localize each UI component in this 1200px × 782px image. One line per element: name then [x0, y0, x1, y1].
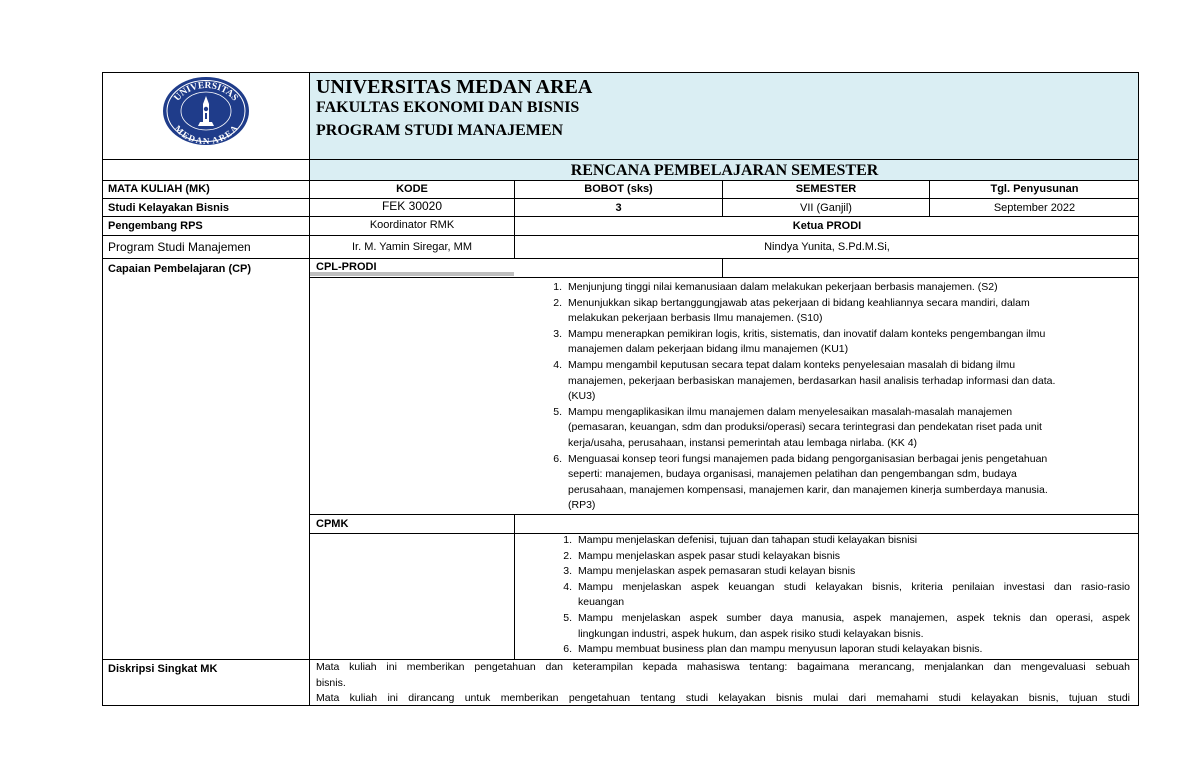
cpl-item [553, 296, 1128, 327]
item-number: 2. [563, 549, 572, 562]
mk-value: Studi Kelayakan Bisnis [108, 202, 230, 214]
cpmk-item [563, 549, 1130, 565]
item-line: Mampu menjelaskan aspek pasar studi kelayakan bisnis [578, 549, 841, 562]
cpl-item [553, 358, 1128, 405]
item-number: 5. [563, 611, 572, 624]
cpl-item [553, 280, 1128, 296]
item-line: Menjunjung tinggi nilai kemanusiaan dalam melakukan pekerjaan berbasis manajemen. (S2) [568, 281, 998, 293]
item-line: (pemasaran, keuangan, sdm dan produksi/operasi) secara terintegrasi dan pendekatan riset pada unit [568, 421, 1042, 434]
item-line: melakukan pekerjaan berbasis Ilmu manajemen. (S10) [568, 312, 823, 325]
cpmk-item [563, 642, 1130, 658]
kode-header: KODE [396, 183, 428, 195]
tgl-header: Tgl. Penyusunan [990, 183, 1079, 195]
pengembang-value: Program Studi Manajemen [108, 240, 251, 254]
cpmk-item [563, 580, 1130, 611]
item-line: kerja/usaha, perusahaan, instansi pemerintah atau lembaga nirlaba. (KK 4) [568, 436, 918, 449]
pengembang-rps-label: Pengembang RPS [108, 220, 203, 232]
item-line: seperti: manajemen, budaya organisasi, manajemen pelatihan dan pengembangan sdm, budaya [568, 468, 1017, 481]
item-line: (KU3) [568, 390, 596, 403]
ketua-value: Nindya Yunita, S.Pd.M.Si, [764, 241, 890, 253]
deskripsi-line: Mata kuliah ini dirancang untuk memberikan pengetahuan tentang studi kelayakan bisnis mulai dari memahami studi kelayakan bisnis, tujuan studi [316, 692, 1130, 705]
cp-label: Capaian Pembelajaran (CP) [108, 263, 252, 275]
item-number: 1. [563, 534, 572, 546]
item-line: lingkungan industri, aspek hukum, dan aspek risiko studi kelayakan bisnis. [578, 627, 924, 640]
item-line: Mampu menerapkan pemikiran logis, kritis, sistematis, dan inovatif dalam konteks pengembangan ilmu [568, 327, 1046, 340]
cpmk-item [563, 533, 1130, 549]
koordinator-value: Ir. M. Yamin Siregar, MM [351, 241, 472, 253]
deskripsi-text [316, 660, 1130, 707]
cpl-item [553, 327, 1128, 358]
logo-text-bottom: MEDAN AREA [172, 123, 240, 146]
item-line: Mampu membuat business plan dan mampu menyusun laporan studi kelayakan bisnis. [578, 643, 983, 656]
item-line: Mampu menjelaskan aspek pemasaran studi kelayan bisnis [578, 565, 856, 578]
cpmk-item [563, 611, 1130, 642]
cpl-item [553, 405, 1128, 452]
item-line: perusahaan, manajemen kompensasi, manajemen karir, dan manajemen kinerja sumberdaya manusia. [568, 483, 1048, 496]
bobot-header: BOBOT (sks) [584, 183, 653, 195]
koordinator-label: Koordinator RMK [369, 219, 455, 231]
deskripsi-line: Mata kuliah ini memberikan pengetahuan dan keterampilan kepada mahasiswa tentang: bagaimana merancang, menjalankan dan mengevaluasi sebuah [316, 661, 1130, 673]
faculty-name: FAKULTAS EKONOMI DAN BISNIS [316, 99, 580, 116]
cpl-prodi-label: CPL-PRODI [316, 261, 377, 273]
deskripsi-line: bisnis. [316, 676, 346, 689]
item-line: keuangan [578, 596, 625, 609]
item-line: Mampu menjelaskan aspek sumber daya manusia, aspek manajemen, aspek teknis dan operasi, aspek [578, 611, 1130, 624]
item-number: 6. [553, 452, 562, 465]
cpmk-item [563, 564, 1130, 580]
item-number: 3. [563, 565, 572, 578]
item-line: Mampu menjelaskan aspek keuangan studi kelayakan bisnis, kriteria penilaian investasi dan rasio-rasio [578, 580, 1130, 593]
item-line: Menguasai konsep teori fungsi manajemen pada bidang pengorganisasian berbagai jenis pengetahuan [568, 452, 1048, 465]
bobot-value: 3 [615, 202, 622, 214]
semester-header: SEMESTER [795, 183, 857, 195]
item-number: 3. [553, 327, 562, 340]
item-line: Mampu mengaplikasikan ilmu manajemen dalam menyelesaikan masalah-masalah manajemen [568, 405, 1013, 418]
item-line: manajemen, pekerjaan berbasiskan manajemen, berdasarkan hasil analisis terhadap informasi dan data. [568, 374, 1056, 387]
cpmk-list [563, 533, 1130, 658]
item-line: (RP3) [568, 499, 596, 512]
cpmk-label: CPMK [316, 518, 349, 530]
item-number: 2. [553, 296, 562, 309]
university-logo [162, 76, 250, 146]
item-number: 4. [563, 580, 572, 593]
logo-text-top: UNIVERSITAS [172, 80, 240, 104]
item-line: Mampu menjelaskan defenisi, tujuan dan tahapan studi kelayakan bisnisi [578, 534, 918, 546]
item-line: Mampu mengambil keputusan secara tepat dalam konteks penyelesaian masalah di bidang ilmu [568, 358, 1016, 371]
mk-header: MATA KULIAH (MK) [108, 183, 210, 195]
item-number: 5. [553, 405, 562, 418]
page-title: RENCANA PEMBELAJARAN SEMESTER [570, 162, 879, 179]
semester-value: VII (Ganjil) [800, 202, 852, 214]
program-name: PROGRAM STUDI MANAJEMEN [316, 122, 564, 139]
cpl-list [553, 280, 1128, 514]
deskripsi-label: Diskripsi Singkat MK [108, 663, 218, 675]
university-name: UNIVERSITAS MEDAN AREA [316, 76, 593, 98]
item-line: manajemen dalam pekerjaan bidang ilmu manajemen (KU1) [568, 343, 849, 356]
cpl-item [553, 452, 1128, 514]
item-number: 1. [553, 281, 562, 293]
item-number: 6. [563, 643, 572, 656]
item-number: 4. [553, 358, 562, 371]
tgl-value: September 2022 [993, 202, 1076, 214]
ketua-label: Ketua PRODI [792, 220, 862, 232]
kode-value: FEK 30020 [381, 199, 443, 213]
item-line: Menunjukkan sikap bertanggungjawab atas pekerjaan di bidang keahliannya secara mandiri, dalam [568, 296, 1030, 309]
